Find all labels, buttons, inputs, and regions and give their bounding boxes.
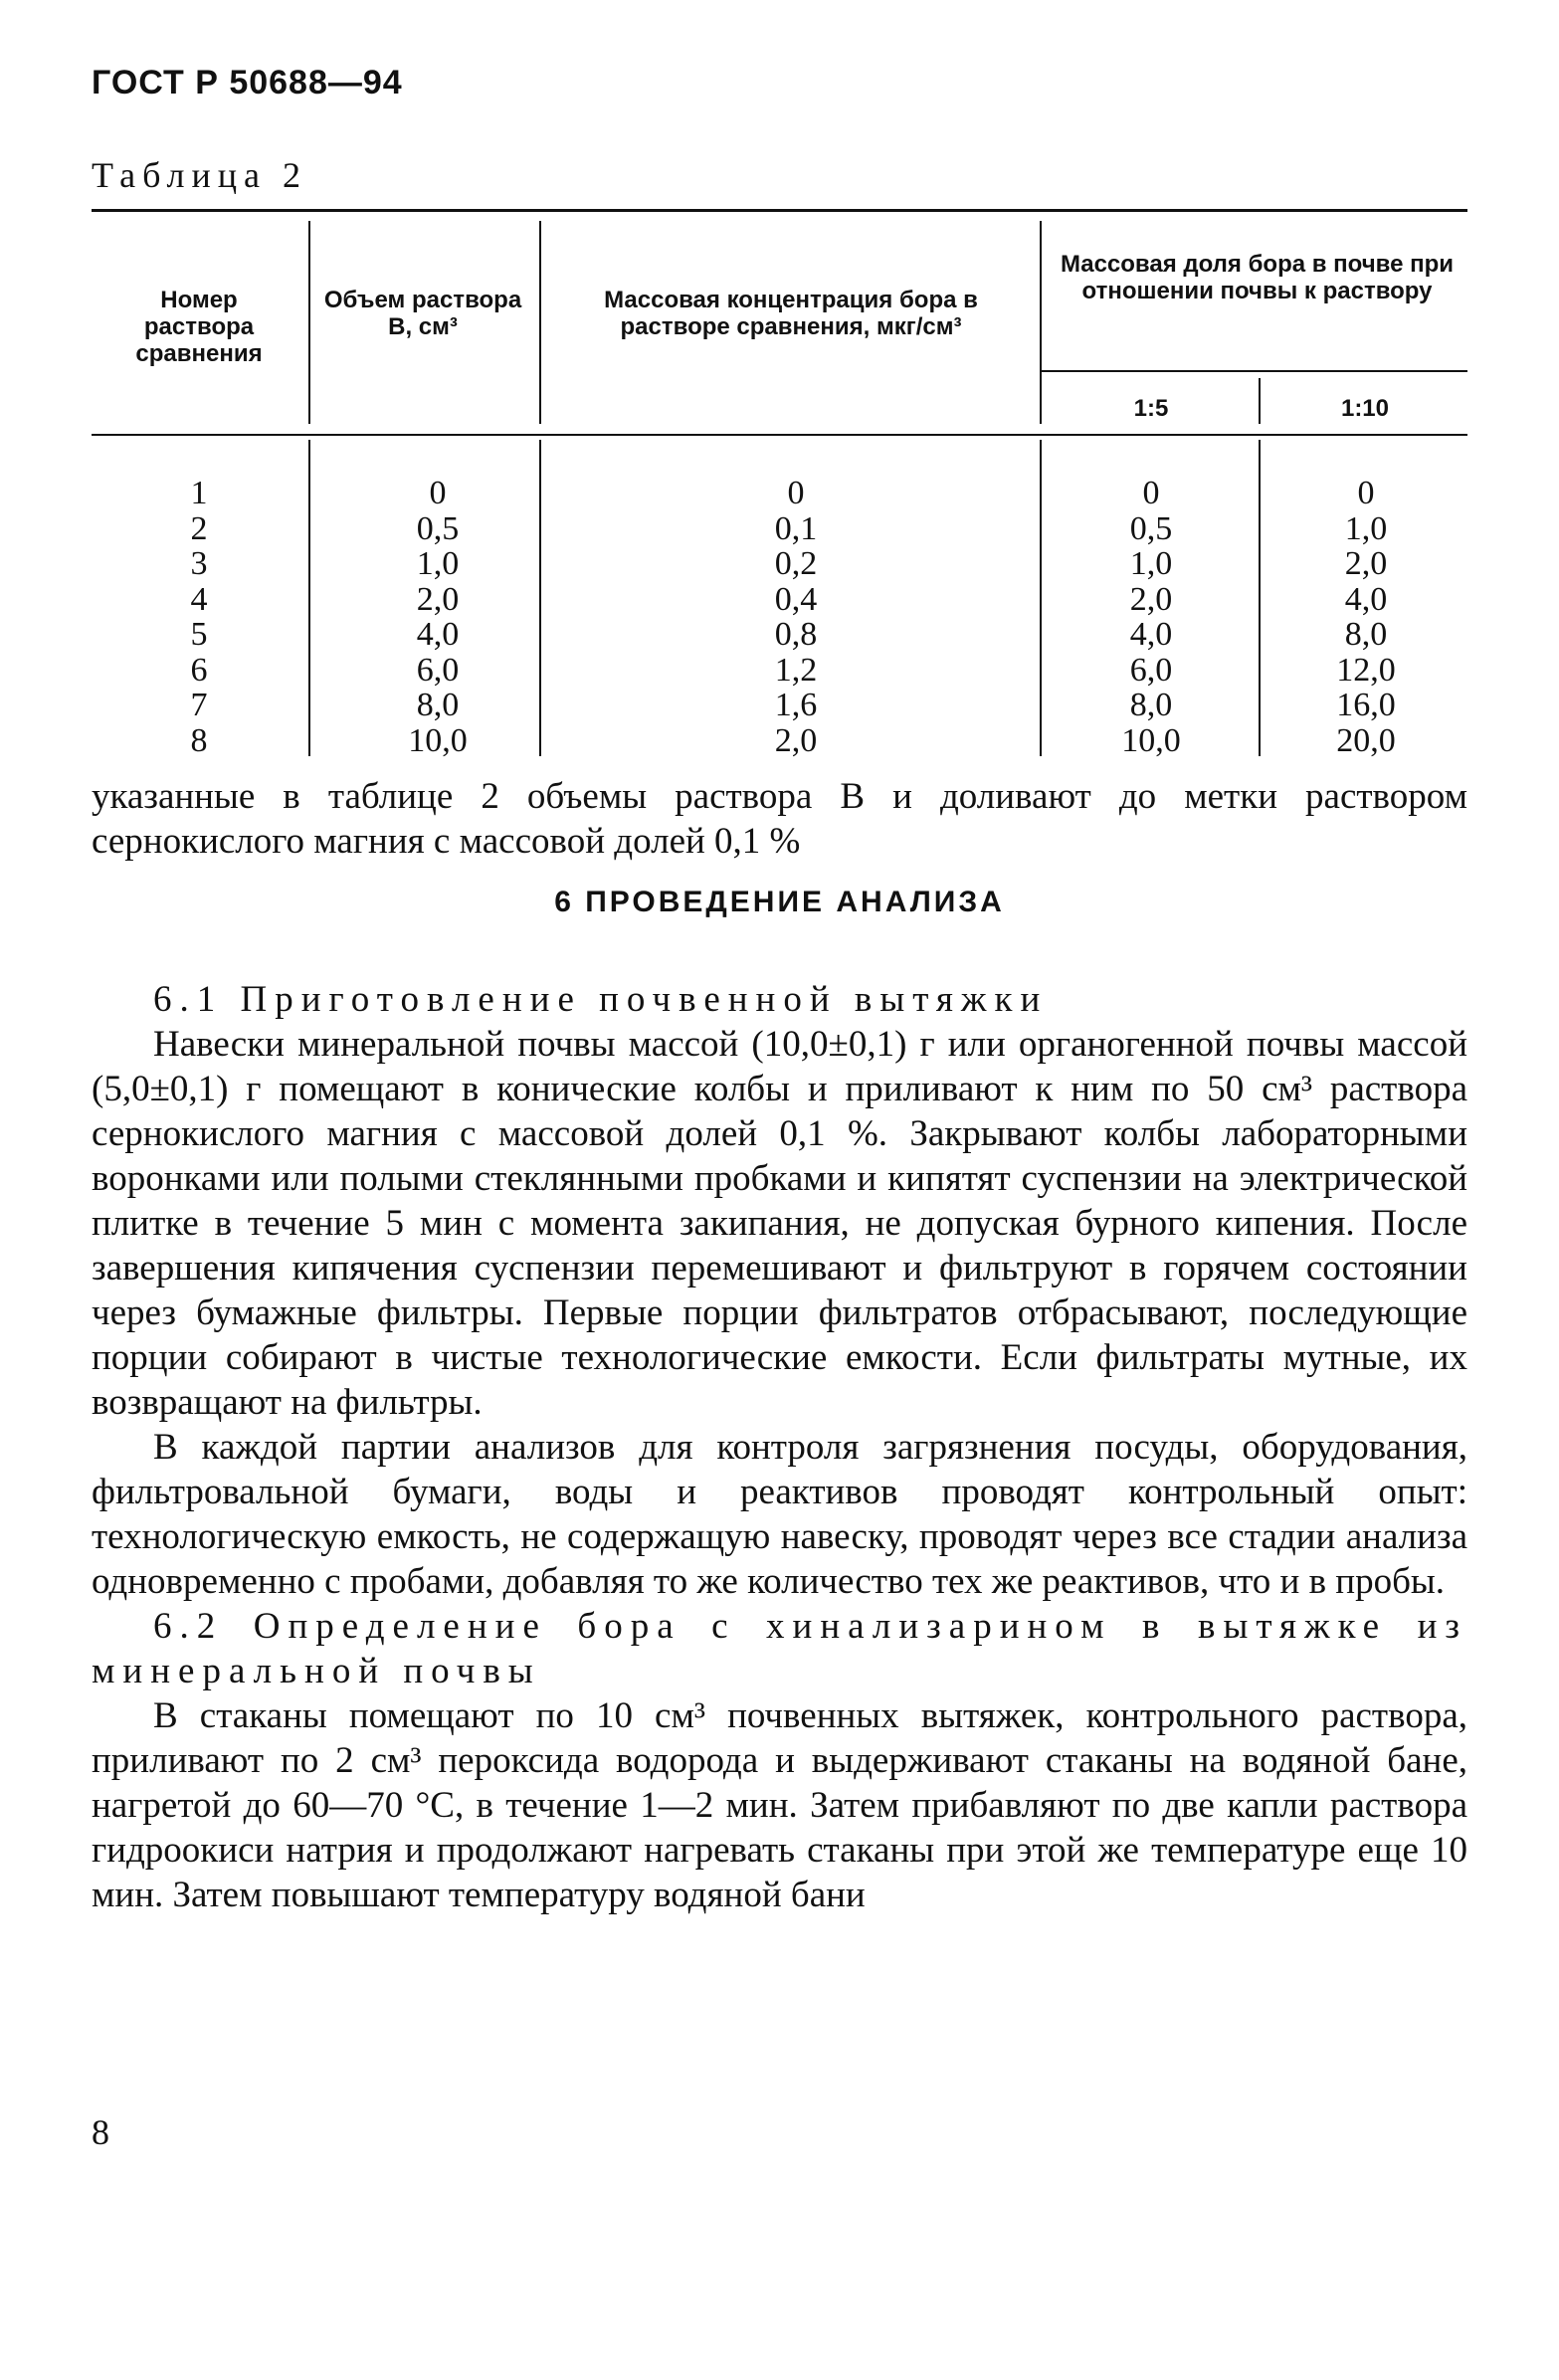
header-ratio-1-5: 1:5 [1133, 395, 1169, 422]
table-top-rule [92, 209, 1467, 212]
table-caption: Таблица 2 [92, 155, 307, 195]
cell-volume: 4,0 [416, 616, 460, 653]
table-header-bottom-rule [92, 434, 1467, 436]
cell-ratio-1-10: 2,0 [1344, 545, 1388, 582]
cell-ratio-1-5: 1,0 [1129, 545, 1173, 582]
column-concentration [736, 476, 856, 758]
cell-concentration: 2,0 [774, 721, 818, 759]
cell-volume: 8,0 [416, 687, 460, 723]
cell-volume: 0 [429, 475, 447, 511]
cell-number: 6 [190, 651, 208, 689]
column-divider [308, 221, 310, 424]
cell-ratio-1-5: 10,0 [1121, 721, 1181, 759]
column-divider [1259, 440, 1261, 756]
cell-ratio-1-10: 8,0 [1344, 616, 1388, 653]
column-divider [1040, 221, 1042, 424]
column-divider [308, 440, 310, 756]
column-divider [539, 440, 541, 756]
document-header: ГОСТ Р 50688—94 [92, 64, 403, 101]
cell-number: 1 [190, 475, 208, 511]
header-fraction-group: Массовая доля бора в почве при отношении почвы к раствору [1060, 251, 1455, 304]
column-volume [378, 476, 497, 758]
column-ratio-1-5 [1091, 476, 1211, 758]
header-ratio-1-10: 1:10 [1340, 395, 1390, 422]
column-divider [539, 221, 541, 424]
header-number: Номер раствора сравнения [135, 287, 263, 367]
cell-concentration: 1,6 [774, 687, 818, 723]
cell-volume: 1,0 [416, 545, 460, 582]
cell-number: 2 [190, 509, 208, 547]
cell-number: 5 [190, 616, 208, 653]
cell-volume: 6,0 [416, 651, 460, 689]
column-ratio-1-10 [1301, 476, 1431, 758]
cell-ratio-1-5: 6,0 [1129, 651, 1173, 689]
column-divider [1040, 440, 1042, 756]
cell-ratio-1-5: 8,0 [1129, 687, 1173, 723]
cell-ratio-1-5: 4,0 [1129, 616, 1173, 653]
cell-ratio-1-5: 0,5 [1129, 509, 1173, 547]
page-number: 8 [92, 2112, 109, 2152]
cell-volume: 0,5 [416, 509, 460, 547]
continuation-paragraph [92, 774, 1467, 864]
after-table-text: указанные в таблице 2 объемы раствора В и доливают до метки раствором сернокислого магния с массовой долей 0,1 % [92, 776, 1467, 862]
cell-ratio-1-10: 4,0 [1344, 580, 1388, 618]
subsection-6-2-title: 6.2 Определение бора с хинализарином в вытяжке из минеральной почвы [92, 1606, 1467, 1691]
cell-concentration: 0,8 [774, 616, 818, 653]
subsection-6-1-paragraph-1: Навески минеральной почвы массой (10,0±0,1) г или органогенной почвы массой (5,0±0,1) г помещают в конические колбы и приливают к ним по 50 см³ раствора сернокислого магния с массовой долей 0,1 %. Закрывают колбы лабораторными воронками или полыми стеклянными пробками и кипятят суспензии на электрической плитке в течение 5 мин с момента закипания, не допуская бурного кипения. После завершения кипячения суспензии перемешивают и фильтруют в горячем состоянии через бумажные фильтры. Первые порции фильтратов отбрасывают, последующие порции собирают в чистые технологические емкости. Если фильтраты мутные, их возвращают на фильтры. [92, 1024, 1467, 1423]
section-body [92, 977, 1467, 1917]
cell-ratio-1-10: 16,0 [1336, 687, 1396, 723]
subsection-6-2-paragraph-1: В стаканы помещают по 10 см³ почвенных вытяжек, контрольного раствора, приливают по 2 см³ пероксида водорода и выдерживают стаканы на водяной бане, нагретой до 60—70 °С, в течение 1—2 мин. Затем прибавляют по две капли раствора гидроокиси натрия и продолжают нагревать стаканы при этой же температуре еще 10 мин. Затем повышают температуру водяной бани [92, 1695, 1467, 1915]
cell-ratio-1-10: 20,0 [1336, 721, 1396, 759]
column-number [159, 476, 239, 758]
cell-ratio-1-5: 0 [1142, 475, 1160, 511]
subsection-6-1-title: 6.1 Приготовление почвенной вытяжки [153, 979, 1049, 1020]
cell-ratio-1-10: 12,0 [1336, 651, 1396, 689]
cell-concentration: 0 [787, 475, 805, 511]
cell-concentration: 1,2 [774, 651, 818, 689]
cell-concentration: 0,2 [774, 545, 818, 582]
header-volume: Объем раствора В, см³ [323, 287, 522, 340]
cell-ratio-1-10: 1,0 [1344, 509, 1388, 547]
cell-number: 4 [190, 580, 208, 618]
column-divider [1259, 378, 1261, 424]
subsection-6-1-paragraph-2: В каждой партии анализов для контроля загрязнения посуды, оборудования, фильтровальной бумаги, воды и реактивов проводят контрольный опыт: технологическую емкость, не содержащую навеску, проводят через все стадии анализа одновременно с пробами, добавляя то же количество тех же реактивов, что и в пробы. [92, 1427, 1467, 1602]
cell-ratio-1-5: 2,0 [1129, 580, 1173, 618]
cell-concentration: 0,1 [774, 509, 818, 547]
cell-volume: 2,0 [416, 580, 460, 618]
cell-number: 3 [190, 545, 208, 582]
cell-concentration: 0,4 [774, 580, 818, 618]
header-concentration: Массовая концентрация бора в растворе сравнения, мкг/см³ [604, 287, 978, 340]
group-header-rule [1040, 370, 1467, 372]
cell-volume: 10,0 [408, 721, 468, 759]
cell-number: 7 [190, 687, 208, 723]
section-title: 6 ПРОВЕДЕНИЕ АНАЛИЗА [554, 886, 1005, 918]
cell-number: 8 [190, 721, 208, 759]
cell-ratio-1-10: 0 [1357, 475, 1375, 511]
